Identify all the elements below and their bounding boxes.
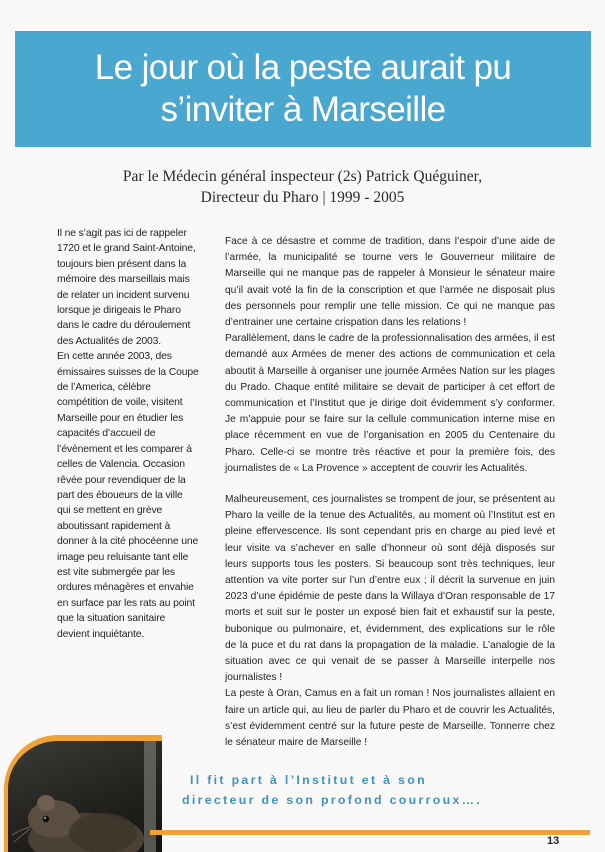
- title-line-1: Le jour où la peste aurait pu: [94, 48, 512, 87]
- left-line: que la situation sanitaire: [57, 613, 166, 625]
- left-line: de l’America, célèbre: [57, 382, 151, 394]
- left-line: compétition de voile, visitent: [57, 397, 183, 409]
- left-line: donner à la cité phocéenne une: [57, 536, 199, 548]
- right-column: [225, 234, 555, 751]
- rat-photo: [4, 735, 162, 852]
- left-column: [57, 226, 197, 642]
- title-line-2: s’inviter à Marseille: [160, 90, 446, 129]
- left-line: Marseille pour en étudier les: [57, 412, 184, 424]
- quote-line-2: directeur de son profond courroux….: [182, 793, 483, 807]
- rat-icon: [8, 741, 162, 852]
- author-line-2: Directeur du Pharo | 1999 - 2005: [200, 189, 405, 206]
- left-line: dans le cadre du déroulement: [57, 320, 191, 332]
- left-line: Il ne s’agit pas ici de rappeler: [57, 228, 187, 239]
- paragraph-2: Parallèlement, dans le cadre de la professionnalisation des armées, il est demandé aux Armées de mener des actions de communication et cela aboutit à Marseille à organiser une journée Armées Nation sur les plages du Prado. Chaque entité militaire se devait de participer à cet effort de communication et l’Institut que je dirige doit évidemment s’y conformer. Je m’appuie pour se faire sur la cellule communication interne mise en place récemment en vue de l’organisation en 2005 du Centenaire du Pharo. Celle-ci se montre très réactive et pour la première fois, des journalistes de « La Provence » acceptent de couvrir les Actualités.: [225, 333, 555, 474]
- paragraph-1: Face à ce désastre et comme de tradition, dans l’espoir d’une aide de l’armée, la municipalité se tourne vers le Gouverneur militaire de Marseille qui ne manque pas de rappeler à Monsieur le sénateur maire qu’il avait voté la fin de la conscription et que l’armée ne disposait plus des personnels pour remplir une telle mission. Ce qui ne manque pas d’entrainer une certaine crispation dans les relations !: [225, 236, 555, 329]
- left-line: des Actualités de 2003.: [57, 335, 161, 347]
- left-line: en surface par les rats au point: [57, 597, 195, 609]
- page-number: 13: [547, 835, 560, 847]
- left-line: de relater un incident survenu: [57, 289, 190, 301]
- paragraph-4: La peste à Oran, Camus en a fait un roman ! Nos journalistes allaient en faire un article qui, au lieu de parler du Pharo et de couvrir les Actualités, s’est évidemment centré sur la future peste de Marseille. Tonnerre chez le sénateur maire de Marseille !: [225, 688, 555, 749]
- left-line: capacités d’accueil de: [57, 428, 156, 440]
- footer-divider: [150, 830, 590, 835]
- left-line: rêvée pour revendiquer de la: [57, 474, 186, 486]
- left-line: 1720 et le grand Saint-Antoine,: [57, 243, 196, 255]
- quote-line-1: Il fit part à l’Institut et à son: [190, 773, 427, 787]
- author-line-1: Par le Médecin général inspecteur (2s) Patrick Quéguiner,: [122, 168, 483, 185]
- left-line: celles de Valencia. Occasion: [57, 459, 185, 471]
- left-line: qui se mettent en grève: [57, 505, 163, 517]
- left-line: part des éboueurs de la ville: [57, 489, 183, 501]
- left-line: aboutissant rapidement à: [57, 520, 171, 532]
- left-line: devient inquiétante.: [57, 628, 145, 640]
- left-line: est vite submergée par les: [57, 566, 175, 578]
- left-line: émissaires suisses de la Coupe: [57, 366, 199, 378]
- paragraph-3: Malheureusement, ces journalistes se trompent de jour, se présentent au Pharo la veille de la tenue des Actualités, au moment où l’Institut est en pleine effervescence. Ils sont cependant pris en charge au pied levé et leur visite va s’achever en salle d’honneur où sont déjà disposés sur leurs supports tous les posters. Si beaucoup sont très techniques, leur attention va vite porter sur l’un d’entre eux ; il décrit la survenue en juin 2023 d’une épidémie de peste dans la Willaya d’Oran responsable de 17 morts et suit sur le poster un exposé bien fait et exhaustif sur la peste, bubonique ou pulmonaire, et, évidemment, des explications sur le rôle de la puce et du rat dans la propagation de la maladie. L’analogie de la situation avec ce qui venait de se passer à Marseille interpelle nos journalistes !: [225, 494, 555, 684]
- left-line: En cette année 2003, des: [57, 351, 172, 363]
- left-line: toujours bien présent dans la: [57, 258, 187, 270]
- title-banner: [15, 31, 591, 147]
- left-line: l’évènement et les comparer à: [57, 443, 192, 455]
- left-line: image peu reluisante tant elle: [57, 551, 189, 563]
- left-line: lorsque je dirigeais le Pharo: [57, 305, 181, 317]
- author-byline: [0, 166, 605, 208]
- pull-quote: [182, 770, 590, 810]
- left-line: mémoire des marseillais mais: [57, 274, 190, 286]
- left-line: ordures ménagères et envahie: [57, 582, 194, 594]
